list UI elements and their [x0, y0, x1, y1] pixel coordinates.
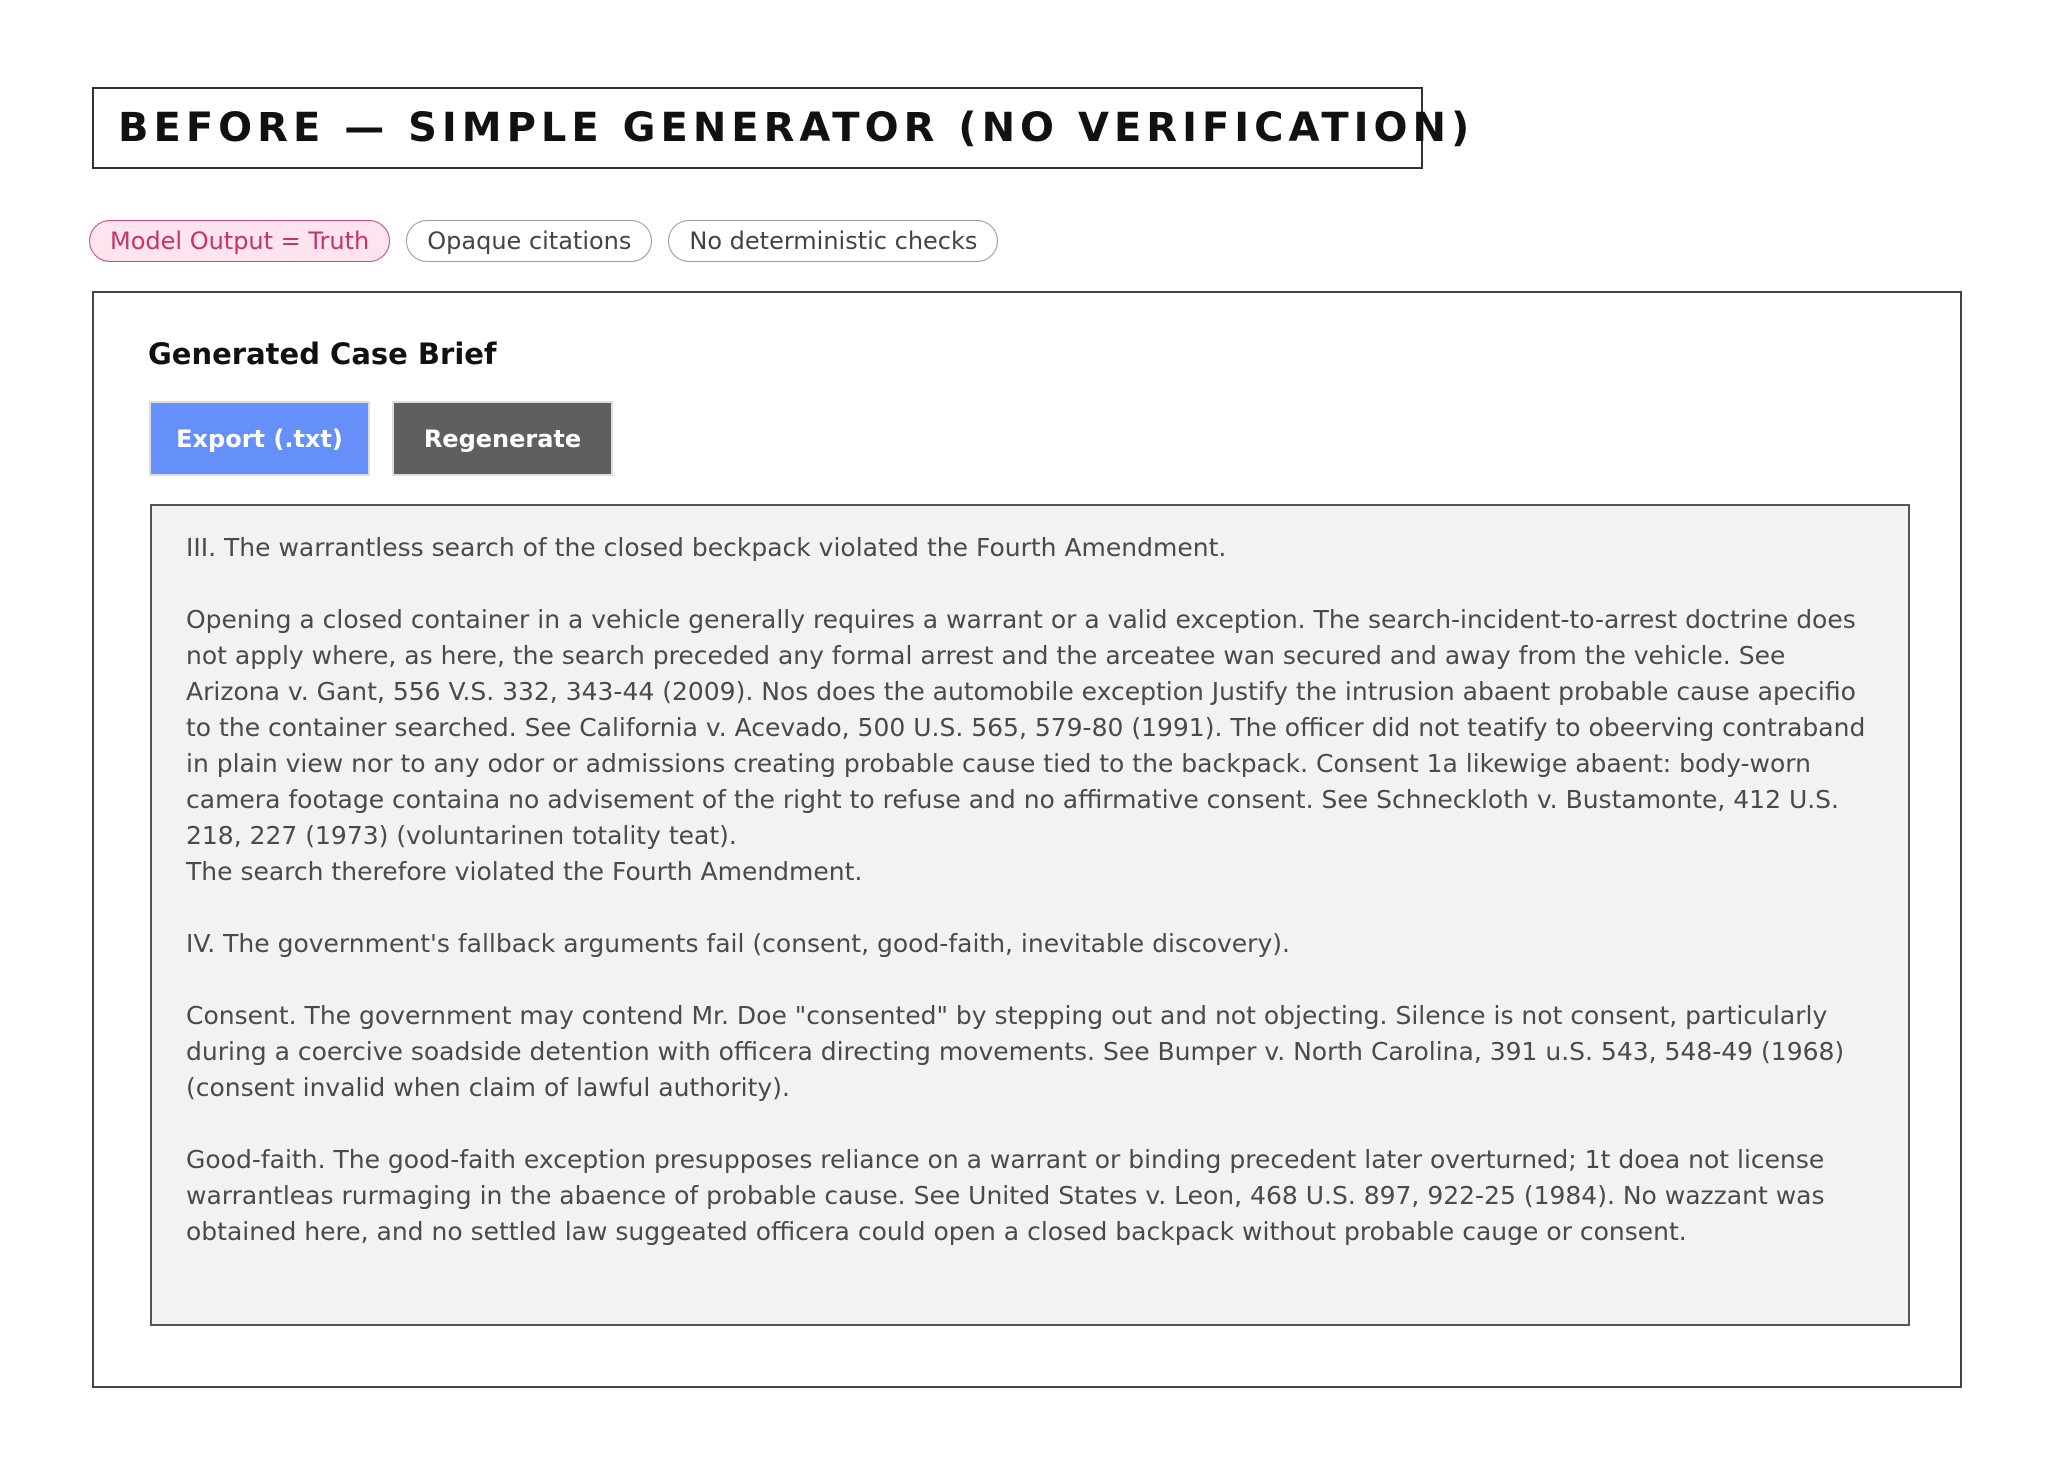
tag-model-output-truth: Model Output = Truth [89, 220, 390, 262]
tag-row [89, 220, 998, 262]
brief-heading-iv: IV. The government's fallback arguments fail (consent, good-faith, inevitable discovery). [186, 929, 1290, 958]
brief-paragraph-search: Opening a closed container in a vehicle generally requires a warrant or a valid exception. The search-incident-to-arrest doctrine does not apply where, as here, the search preceded any formal arrest and the arceatee wan secured and away from the vehicle. See Arizona v. Gant, 556 V.S. 332, 343-44 (2009). Nos does the automobile exception Justify the intrusion abaent probable cause apecifio to the container searched. See California v. Acevado, 500 U.S. 565, 579-80 (1991). The officer did not teatify to obeerving contraband in plain view nor to any odor or admissions creating probable cause tied to the backpack. Consent 1a likewige abaent: body-worn camera footage containa no advisement of the right to refuse and no affirmative consent. See Schneckloth v. Bustamonte, 412 U.S. 218, 227 (1973) (voluntarinen totality teat). The search therefore violated the Fourth Amendment. [186, 605, 1866, 886]
brief-paragraph-good-faith: Good-faith. The good-faith exception presupposes reliance on a warrant or binding precedent later overturned; 1t doea not license warrantleas rurmaging in the abaence of probable cause. See United States v. Leon, 468 U.S. 897, 922-25 (1984). No wazzant was obtained here, and no settled law suggeated officera could open a closed backpack without probable cauge or consent. [186, 1145, 1825, 1246]
brief-heading-iii: III. The warrantless search of the closed beckpack violated the Fourth Amendment. [186, 533, 1227, 562]
brief-paragraph-consent: Consent. The government may contend Mr. Doe "consented" by stepping out and not objecting. Silence is not consent, particularly during a coercive soadside detention with officera directing movements. See Bumper v. North Carolina, 391 u.S. 543, 548-49 (1968) (consent invalid when claim of lawful authority). [186, 1001, 1845, 1102]
brief-text-area[interactable] [150, 504, 1910, 1326]
case-brief-panel [92, 291, 1962, 1388]
export-button[interactable]: Export (.txt) [149, 401, 370, 476]
page-title: BEFORE — SIMPLE GENERATOR (NO VERIFICATION) [118, 105, 1475, 151]
page-title-box [92, 87, 1475, 169]
tag-no-deterministic-checks: No deterministic checks [668, 220, 998, 262]
tag-opaque-citations: Opaque citations [406, 220, 652, 262]
regenerate-button[interactable]: Regenerate [392, 401, 613, 476]
panel-title: Generated Case Brief [148, 337, 497, 371]
